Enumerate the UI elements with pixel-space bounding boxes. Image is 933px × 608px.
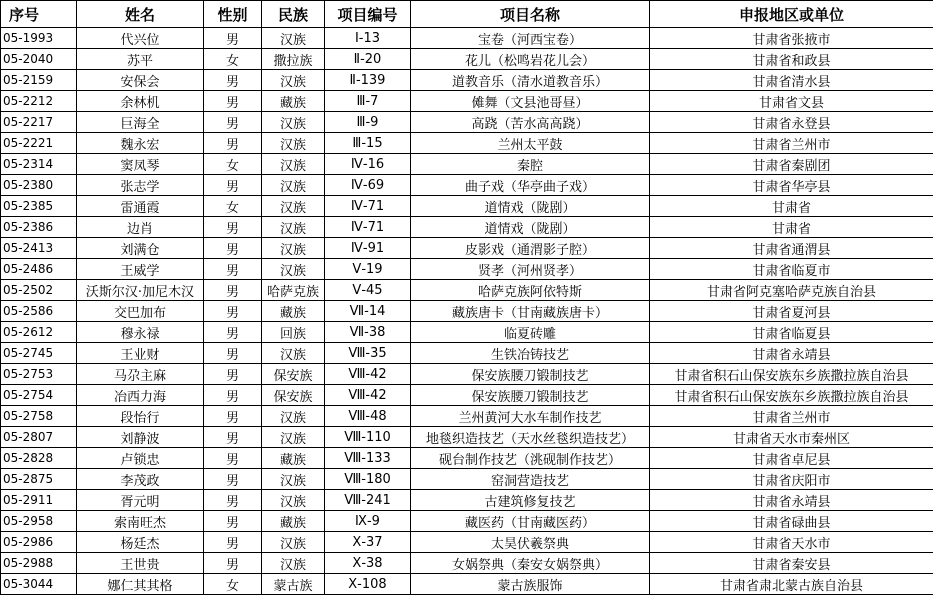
- cell-project-code: Ⅸ-9: [325, 511, 411, 532]
- cell-project-name: 贤孝（河州贤孝）: [411, 259, 650, 280]
- cell-ethnicity: 汉族: [262, 490, 325, 511]
- cell-region-or-unit: 甘肃省庆阳市: [650, 469, 933, 490]
- cell-ethnicity: 汉族: [262, 406, 325, 427]
- cell-serial-number: 05-2807: [1, 427, 77, 448]
- cell-ethnicity: 汉族: [262, 343, 325, 364]
- header-gender: 性别: [204, 1, 262, 28]
- cell-project-name: 傩舞（文县池哥昼）: [411, 91, 650, 112]
- cell-serial-number: 05-2958: [1, 511, 77, 532]
- cell-project-name: 窑洞营造技艺: [411, 469, 650, 490]
- table-row: [1, 574, 933, 595]
- cell-gender: 男: [204, 406, 262, 427]
- cell-project-name: 道教音乐（清水道教音乐）: [411, 70, 650, 91]
- cell-serial-number: 05-2380: [1, 175, 77, 196]
- cell-name: 沃斯尔汉·加尼木汉: [77, 280, 204, 301]
- cell-serial-number: 05-2314: [1, 154, 77, 175]
- cell-gender: 男: [204, 322, 262, 343]
- cell-gender: 男: [204, 364, 262, 385]
- cell-project-code: Ⅶ-14: [325, 301, 411, 322]
- cell-ethnicity: 汉族: [262, 553, 325, 574]
- header-region-or-unit: 申报地区或单位: [650, 1, 933, 28]
- header-row: [1, 1, 933, 28]
- cell-serial-number: 05-2911: [1, 490, 77, 511]
- cell-project-code: Ⅷ-48: [325, 406, 411, 427]
- cell-project-code: Ⅷ-133: [325, 448, 411, 469]
- cell-name: 窦凤琴: [77, 154, 204, 175]
- table-row: [1, 301, 933, 322]
- header-name: 姓名: [77, 1, 204, 28]
- cell-ethnicity: 汉族: [262, 259, 325, 280]
- cell-name: 交巴加布: [77, 301, 204, 322]
- cell-name: 安保会: [77, 70, 204, 91]
- cell-ethnicity: 保安族: [262, 364, 325, 385]
- cell-project-name: 藏医药（甘南藏医药）: [411, 511, 650, 532]
- cell-region-or-unit: 甘肃省永登县: [650, 112, 933, 133]
- cell-region-or-unit: 甘肃省秦剧团: [650, 154, 933, 175]
- cell-serial-number: 05-2217: [1, 112, 77, 133]
- cell-project-name: 兰州黄河大水车制作技艺: [411, 406, 650, 427]
- table-row: [1, 322, 933, 343]
- cell-gender: 男: [204, 490, 262, 511]
- table-row: [1, 217, 933, 238]
- cell-name: 李茂政: [77, 469, 204, 490]
- cell-project-code: Ⅷ-42: [325, 364, 411, 385]
- cell-ethnicity: 藏族: [262, 511, 325, 532]
- table-row: [1, 91, 933, 112]
- table-row: [1, 196, 933, 217]
- cell-serial-number: 05-1993: [1, 28, 77, 49]
- cell-gender: 男: [204, 238, 262, 259]
- cell-region-or-unit: 甘肃省通渭县: [650, 238, 933, 259]
- cell-name: 巨海全: [77, 112, 204, 133]
- cell-serial-number: 05-2040: [1, 49, 77, 70]
- cell-ethnicity: 汉族: [262, 70, 325, 91]
- cell-name: 胥元明: [77, 490, 204, 511]
- cell-project-code: Ⅰ-13: [325, 28, 411, 49]
- cell-project-code: Ⅲ-15: [325, 133, 411, 154]
- cell-region-or-unit: 甘肃省文县: [650, 91, 933, 112]
- cell-name: 刘满仓: [77, 238, 204, 259]
- cell-gender: 男: [204, 469, 262, 490]
- cell-region-or-unit: 甘肃省华亭县: [650, 175, 933, 196]
- cell-serial-number: 05-2758: [1, 406, 77, 427]
- cell-project-name: 皮影戏（通渭影子腔）: [411, 238, 650, 259]
- cell-project-code: Ⅳ-16: [325, 154, 411, 175]
- cell-serial-number: 05-2828: [1, 448, 77, 469]
- cell-region-or-unit: 甘肃省积石山保安族东乡族撒拉族自治县: [650, 385, 933, 406]
- cell-project-name: 蒙古族服饰: [411, 574, 650, 595]
- cell-region-or-unit: 甘肃省永靖县: [650, 343, 933, 364]
- cell-gender: 女: [204, 196, 262, 217]
- cell-ethnicity: 回族: [262, 322, 325, 343]
- cell-name: 冶西力海: [77, 385, 204, 406]
- table-row: [1, 133, 933, 154]
- cell-serial-number: 05-2754: [1, 385, 77, 406]
- cell-ethnicity: 汉族: [262, 427, 325, 448]
- cell-project-code: Ⅷ-241: [325, 490, 411, 511]
- cell-ethnicity: 汉族: [262, 217, 325, 238]
- cell-region-or-unit: 甘肃省: [650, 217, 933, 238]
- cell-name: 刘静波: [77, 427, 204, 448]
- cell-name: 代兴位: [77, 28, 204, 49]
- cell-project-name: 古建筑修复技艺: [411, 490, 650, 511]
- table-row: [1, 448, 933, 469]
- cell-serial-number: 05-2486: [1, 259, 77, 280]
- cell-name: 马尕主麻: [77, 364, 204, 385]
- cell-ethnicity: 保安族: [262, 385, 325, 406]
- cell-project-code: Ⅴ-45: [325, 280, 411, 301]
- cell-name: 魏永宏: [77, 133, 204, 154]
- cell-serial-number: 05-3044: [1, 574, 77, 595]
- cell-region-or-unit: 甘肃省永靖县: [650, 490, 933, 511]
- cell-gender: 男: [204, 70, 262, 91]
- cell-ethnicity: 藏族: [262, 448, 325, 469]
- cell-project-name: 秦腔: [411, 154, 650, 175]
- cell-project-name: 哈萨克族阿依特斯: [411, 280, 650, 301]
- cell-project-code: Ⅶ-38: [325, 322, 411, 343]
- cell-gender: 男: [204, 133, 262, 154]
- table-row: [1, 511, 933, 532]
- cell-serial-number: 05-2159: [1, 70, 77, 91]
- table-row: [1, 364, 933, 385]
- cell-name: 索南旺杰: [77, 511, 204, 532]
- cell-name: 穆永禄: [77, 322, 204, 343]
- cell-project-code: Ⅳ-69: [325, 175, 411, 196]
- cell-gender: 女: [204, 154, 262, 175]
- table-row: [1, 553, 933, 574]
- cell-project-code: Ⅹ-37: [325, 532, 411, 553]
- cell-project-code: Ⅷ-180: [325, 469, 411, 490]
- cell-ethnicity: 藏族: [262, 91, 325, 112]
- table-row: [1, 259, 933, 280]
- header-project-code: 项目编号: [325, 1, 411, 28]
- cell-project-name: 地毯织造技艺（天水丝毯织造技艺）: [411, 427, 650, 448]
- cell-gender: 男: [204, 427, 262, 448]
- cell-ethnicity: 汉族: [262, 532, 325, 553]
- cell-project-code: Ⅷ-35: [325, 343, 411, 364]
- cell-project-name: 砚台制作技艺（洮砚制作技艺）: [411, 448, 650, 469]
- cell-project-name: 道情戏（陇剧）: [411, 217, 650, 238]
- cell-ethnicity: 汉族: [262, 469, 325, 490]
- cell-name: 卢锁忠: [77, 448, 204, 469]
- cell-gender: 男: [204, 553, 262, 574]
- cell-region-or-unit: 甘肃省秦安县: [650, 553, 933, 574]
- cell-project-code: Ⅳ-91: [325, 238, 411, 259]
- header-ethnicity: 民族: [262, 1, 325, 28]
- cell-gender: 女: [204, 49, 262, 70]
- cell-project-name: 花儿（松鸣岩花儿会）: [411, 49, 650, 70]
- table-row: [1, 385, 933, 406]
- cell-serial-number: 05-2753: [1, 364, 77, 385]
- cell-gender: 男: [204, 301, 262, 322]
- cell-region-or-unit: 甘肃省天水市: [650, 532, 933, 553]
- cell-ethnicity: 汉族: [262, 28, 325, 49]
- table-header: [1, 1, 933, 28]
- cell-region-or-unit: 甘肃省张掖市: [650, 28, 933, 49]
- cell-region-or-unit: 甘肃省卓尼县: [650, 448, 933, 469]
- cell-project-name: 藏族唐卡（甘南藏族唐卡）: [411, 301, 650, 322]
- cell-serial-number: 05-2221: [1, 133, 77, 154]
- cell-project-name: 宝卷（河西宝卷）: [411, 28, 650, 49]
- table-row: [1, 490, 933, 511]
- cell-serial-number: 05-2212: [1, 91, 77, 112]
- cell-project-code: Ⅲ-9: [325, 112, 411, 133]
- cell-name: 王世贵: [77, 553, 204, 574]
- cell-project-code: Ⅱ-139: [325, 70, 411, 91]
- cell-serial-number: 05-2612: [1, 322, 77, 343]
- table-row: [1, 532, 933, 553]
- cell-region-or-unit: 甘肃省临夏市: [650, 259, 933, 280]
- cell-ethnicity: 汉族: [262, 154, 325, 175]
- cell-name: 娜仁其其格: [77, 574, 204, 595]
- cell-region-or-unit: 甘肃省夏河县: [650, 301, 933, 322]
- cell-gender: 男: [204, 532, 262, 553]
- cell-project-code: Ⅳ-71: [325, 196, 411, 217]
- cell-project-name: 保安族腰刀锻制技艺: [411, 385, 650, 406]
- table-row: [1, 154, 933, 175]
- cell-region-or-unit: 甘肃省肃北蒙古族自治县: [650, 574, 933, 595]
- table-row: [1, 49, 933, 70]
- table-row: [1, 280, 933, 301]
- header-project-name: 项目名称: [411, 1, 650, 28]
- cell-gender: 男: [204, 448, 262, 469]
- cell-project-name: 兰州太平鼓: [411, 133, 650, 154]
- cell-serial-number: 05-2875: [1, 469, 77, 490]
- cell-region-or-unit: 甘肃省碌曲县: [650, 511, 933, 532]
- cell-ethnicity: 汉族: [262, 133, 325, 154]
- cell-project-code: Ⅷ-42: [325, 385, 411, 406]
- cell-gender: 女: [204, 574, 262, 595]
- cell-ethnicity: 汉族: [262, 196, 325, 217]
- cell-region-or-unit: 甘肃省和政县: [650, 49, 933, 70]
- cell-region-or-unit: 甘肃省兰州市: [650, 133, 933, 154]
- cell-project-code: Ⅴ-19: [325, 259, 411, 280]
- cell-serial-number: 05-2502: [1, 280, 77, 301]
- cell-gender: 男: [204, 217, 262, 238]
- cell-ethnicity: 汉族: [262, 112, 325, 133]
- cell-serial-number: 05-2386: [1, 217, 77, 238]
- cell-serial-number: 05-2385: [1, 196, 77, 217]
- cell-serial-number: 05-2413: [1, 238, 77, 259]
- cell-ethnicity: 藏族: [262, 301, 325, 322]
- header-serial-number: 序号: [1, 1, 77, 28]
- cell-name: 杨廷杰: [77, 532, 204, 553]
- cell-project-name: 太昊伏羲祭典: [411, 532, 650, 553]
- table-row: [1, 175, 933, 196]
- cell-region-or-unit: 甘肃省清水县: [650, 70, 933, 91]
- table-row: [1, 469, 933, 490]
- cell-gender: 男: [204, 280, 262, 301]
- cell-project-code: Ⅲ-7: [325, 91, 411, 112]
- cell-project-name: 道情戏（陇剧）: [411, 196, 650, 217]
- cell-region-or-unit: 甘肃省兰州市: [650, 406, 933, 427]
- table-row: [1, 112, 933, 133]
- cell-project-name: 高跷（苦水高高跷）: [411, 112, 650, 133]
- cell-serial-number: 05-2745: [1, 343, 77, 364]
- cell-name: 雷通霞: [77, 196, 204, 217]
- cell-ethnicity: 汉族: [262, 238, 325, 259]
- cell-name: 余林机: [77, 91, 204, 112]
- cell-region-or-unit: 甘肃省阿克塞哈萨克族自治县: [650, 280, 933, 301]
- cell-project-name: 生铁冶铸技艺: [411, 343, 650, 364]
- cell-gender: 男: [204, 385, 262, 406]
- cell-serial-number: 05-2586: [1, 301, 77, 322]
- cell-name: 边肖: [77, 217, 204, 238]
- cell-project-code: Ⅱ-20: [325, 49, 411, 70]
- cell-name: 王业财: [77, 343, 204, 364]
- cell-project-name: 保安族腰刀锻制技艺: [411, 364, 650, 385]
- cell-serial-number: 05-2988: [1, 553, 77, 574]
- table-row: [1, 427, 933, 448]
- table-row: [1, 343, 933, 364]
- cell-project-code: Ⅹ-108: [325, 574, 411, 595]
- cell-gender: 男: [204, 175, 262, 196]
- cell-project-name: 临夏砖雕: [411, 322, 650, 343]
- table-body: [1, 28, 933, 595]
- cell-project-name: 女娲祭典（秦安女娲祭典）: [411, 553, 650, 574]
- table-row: [1, 238, 933, 259]
- cell-region-or-unit: 甘肃省: [650, 196, 933, 217]
- cell-serial-number: 05-2986: [1, 532, 77, 553]
- cell-project-code: Ⅷ-110: [325, 427, 411, 448]
- cell-ethnicity: 撒拉族: [262, 49, 325, 70]
- cell-ethnicity: 汉族: [262, 175, 325, 196]
- cell-project-code: Ⅹ-38: [325, 553, 411, 574]
- cell-project-code: Ⅳ-71: [325, 217, 411, 238]
- table-row: [1, 28, 933, 49]
- cell-gender: 男: [204, 112, 262, 133]
- cell-name: 段怡行: [77, 406, 204, 427]
- cell-ethnicity: 蒙古族: [262, 574, 325, 595]
- table-row: [1, 70, 933, 91]
- cell-region-or-unit: 甘肃省临夏县: [650, 322, 933, 343]
- table-row: [1, 406, 933, 427]
- cell-gender: 男: [204, 343, 262, 364]
- cell-name: 苏平: [77, 49, 204, 70]
- cell-gender: 男: [204, 91, 262, 112]
- cell-ethnicity: 哈萨克族: [262, 280, 325, 301]
- cell-name: 张志学: [77, 175, 204, 196]
- cell-region-or-unit: 甘肃省积石山保安族东乡族撒拉族自治县: [650, 364, 933, 385]
- cell-gender: 男: [204, 511, 262, 532]
- cell-name: 王威学: [77, 259, 204, 280]
- cell-project-name: 曲子戏（华亭曲子戏）: [411, 175, 650, 196]
- cell-region-or-unit: 甘肃省天水市秦州区: [650, 427, 933, 448]
- cell-gender: 男: [204, 28, 262, 49]
- cell-gender: 男: [204, 259, 262, 280]
